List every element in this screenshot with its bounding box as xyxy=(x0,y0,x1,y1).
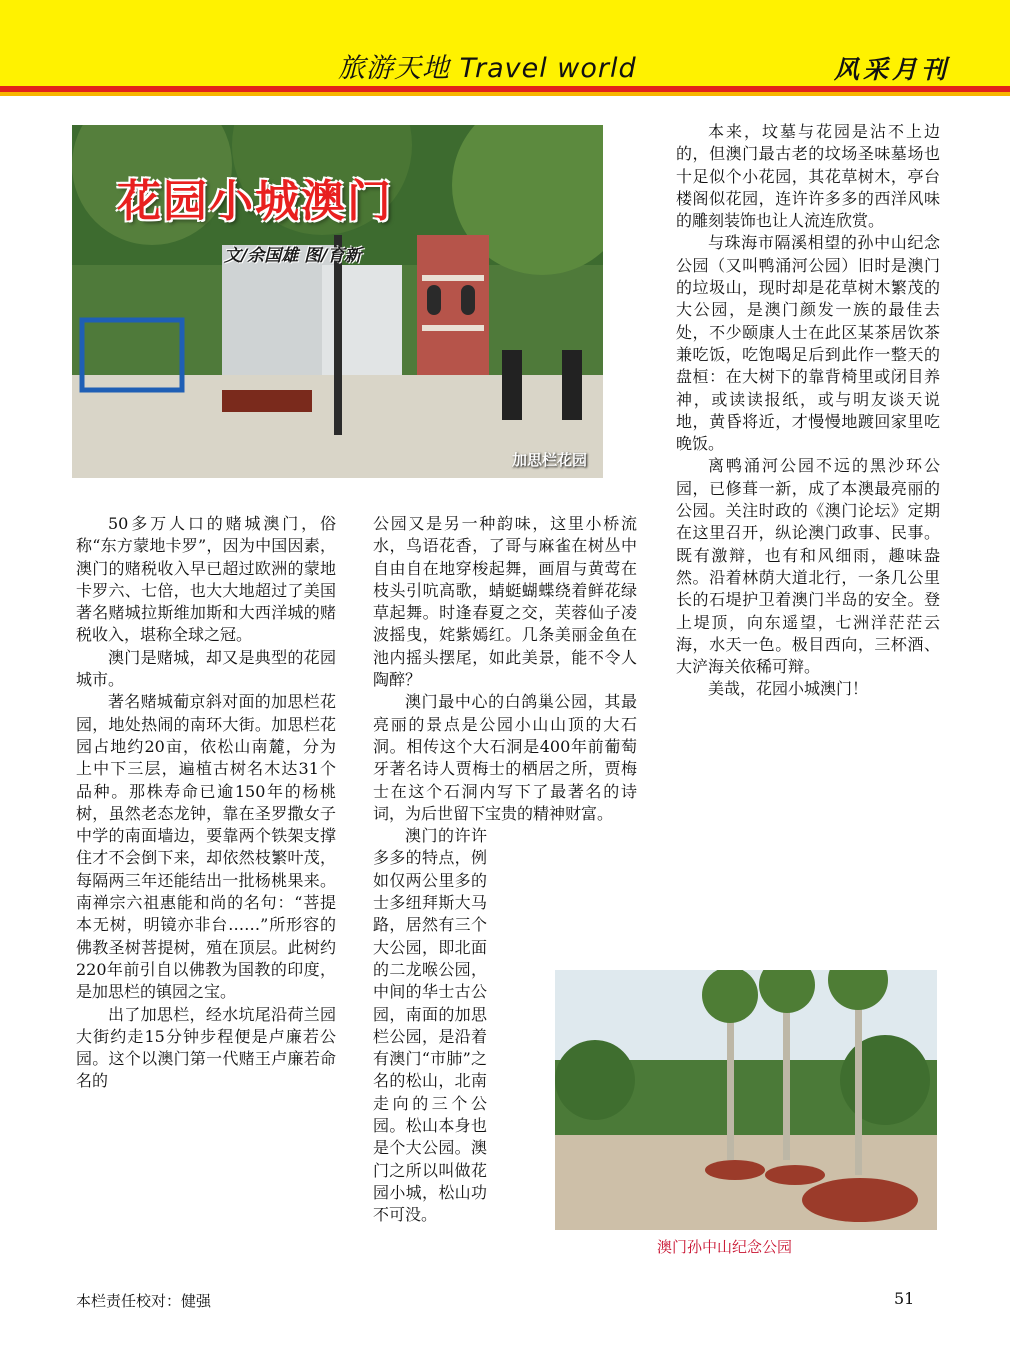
text-column-1 xyxy=(76,513,336,1093)
page-number: 51 xyxy=(894,1289,915,1308)
paragraph: 澳门的许许多多的特点，例如仅两公里多的士多纽拜斯大马路，居然有三个大公园，即北面的二龙喉公园，中间的华士古公园，南面的加思栏公园，是沿着有澳门“市肺”之名的松山，北南走向的三个公园。松山本身也是个大公园。澳门之所以叫做花园小城，松山功不可没。 xyxy=(373,826,487,1225)
proofreader-credit: 本栏责任校对：健强 xyxy=(76,1292,212,1310)
paragraph: 离鸭涌河公园不远的黑沙环公园，已修葺一新，成了本澳最亮丽的公园。关注时政的《澳门论坛》定期在这里召开，纵论澳门政事、民事。既有激辩，也有和风细雨，趣味盎然。沿着林荫大道北行，一条几公里长的石堤护卫着澳门半岛的安全。登上堤顶，向东遥望，七洲洋茫茫云海，水天一色。极目西向，三杯酒、大浐海关依稀可辩。 xyxy=(676,456,940,677)
paragraph: 美哉，花园小城澳门！ xyxy=(708,679,869,699)
paragraph: 公园又是另一种韵味，这里小桥流水，鸟语花香，了哥与麻雀在树丛中自由自在地穿梭起舞，画眉与黄莺在枝头引吭高歌，蜻蜓蝴蝶绕着鲜花绿草起舞。时逢春夏之交，芙蓉仙子凌波摇曳，姹紫嫣红。几条美丽金鱼在池内摇头摆尾，如此美景，能不令人陶醉？ xyxy=(373,514,637,690)
paragraph: 出了加思栏，经水坑尾沿荷兰园大街约走15分钟步程便是卢廉若公园。这个以澳门第一代赌王卢廉若命名的 xyxy=(76,1004,336,1091)
paragraph: 澳门最中心的白鸽巢公园，其最亮丽的景点是公园小山山顶的大石洞。相传这个大石洞是400年前葡萄牙著名诗人贾梅士的栖居之所，贾梅士在这个石洞内写下了最著名的诗词，为后世留下宝贵的精神财富。 xyxy=(373,692,637,823)
paragraph: 本来，坟墓与花园是沾不上边的，但澳门最古老的坟场圣味墓场也十足似个小花园，其花草树木，亭台楼阁似花园，连许许多多的西洋风味的雕刻装饰也让人流连欣赏。 xyxy=(676,122,940,231)
paragraph: 澳门是赌城，却又是典型的花园城市。 xyxy=(76,647,336,690)
section-label: 旅游天地 Travel world xyxy=(338,53,637,84)
header-rule-orange xyxy=(0,92,1010,96)
paragraph: 著名赌城葡京斜对面的加思栏花园，地处热闹的南环大街。加思栏花园占地约20亩，依松山南麓，分为上中下三层，遍植古树名木达31个品种。那株寿命已逾150年的杨桃树，虽然老态龙钟，靠在圣罗撒女子中学的南面墙边，要靠两个铁架支撑住才不会倒下来，却依然枝繁叶茂，每隔两三年还能结出一批杨桃果来。南禅宗六祖惠能和尚的名句：“菩提本无树，明镜亦非台……”所形容的佛教圣树菩提树，殖在顶层。此树约220年前引自以佛教为国教的印度，是加思栏的镇园之宝。 xyxy=(76,692,336,1002)
article-title: 花园小城澳门 xyxy=(117,176,393,227)
park-photo-caption: 澳门孙中山纪念公园 xyxy=(657,1238,793,1256)
text-column-3 xyxy=(676,121,940,701)
magazine-name: 风采月刊 xyxy=(834,55,951,84)
article-byline: 文/余国雄 图/育新 xyxy=(224,246,362,266)
park-photo xyxy=(555,970,937,1230)
main-photo xyxy=(72,125,603,478)
park-photo-illustration xyxy=(555,970,937,1230)
main-photo-caption: 加思栏花园 xyxy=(511,451,587,469)
paragraph: 50多万人口的赌城澳门，俗称“东方蒙地卡罗”，因为中国因素，澳门的赌税收入早已超过欧洲的蒙地卡罗六、七倍，也大大地超过了美国著名赌城拉斯维加斯和大西洋城的赌税收入，堪称全球之冠。 xyxy=(76,514,336,645)
paragraph: 与珠海市隔溪相望的孙中山纪念公园（又叫鸭涌河公园）旧时是澳门的垃圾山，现时却是花草树木繁茂的大公园，是澳门颜发一族的最佳去处，不少颐康人士在此区某茶居饮茶兼吃饭，吃饱喝足后到此作一整天的盘桓：在大树下的靠背椅里或闭目养神，或读读报纸，或与明友谈天说地，黄昏将近，才慢慢地踱回家里吃晚饭。 xyxy=(676,233,940,454)
